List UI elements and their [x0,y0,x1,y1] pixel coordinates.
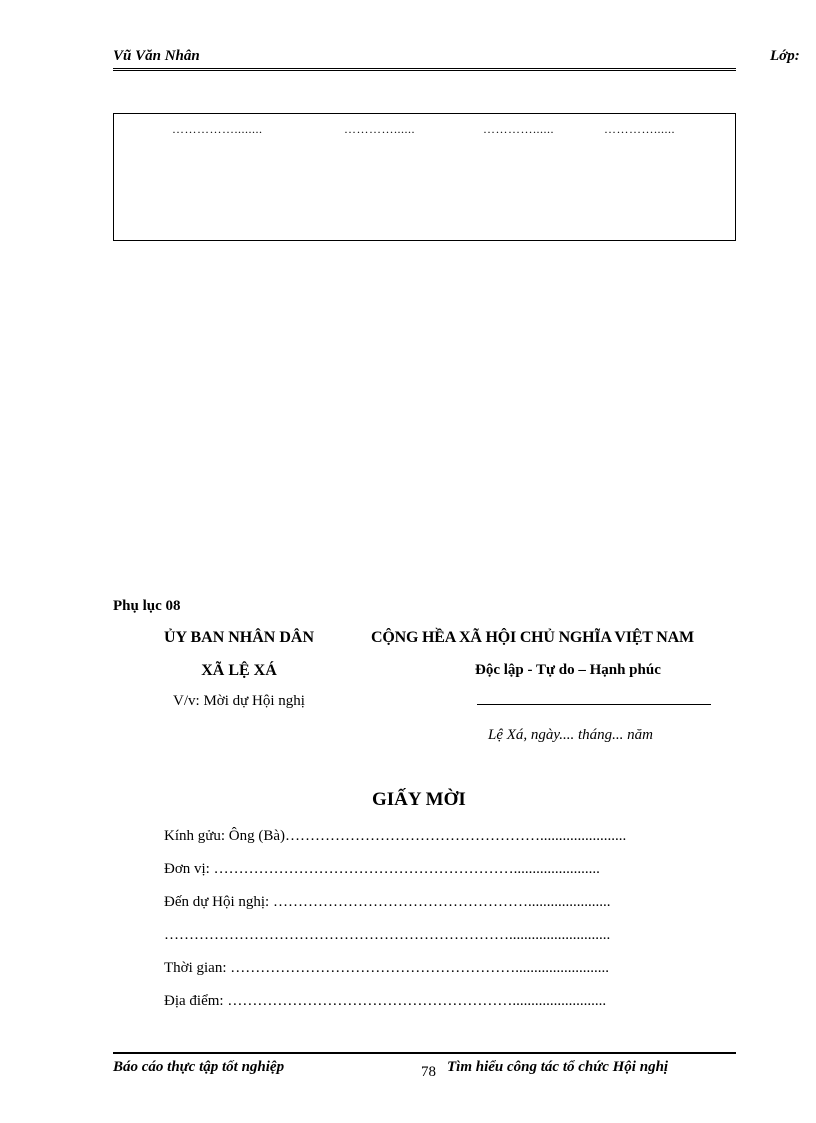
national-motto: Độc lập - Tự do – Hạnh phúc [475,662,661,678]
box-dots-2: …………...... [344,122,415,136]
org-name-line2: XÃ LỆ XÁ [201,662,277,679]
date-line: Lệ Xá, ngày.... tháng... năm [488,727,653,743]
document-title: GIẤY MỜI [372,789,466,810]
box-dots-3: …………...... [483,122,554,136]
national-title: CỘNG HỀA XÃ HỘI CHỦ NGHĨA VIỆT NAM [371,629,694,646]
field-continuation: ……………………………………………………………........................... [164,927,611,943]
footer-left: Báo cáo thực tập tốt nghiệp [113,1059,285,1075]
header-author: Vũ Văn Nhân [113,48,200,64]
box-dots-1: ……………........ [172,122,263,136]
field-conference: Đến dự Hội nghị: ……………………………………………...................... [164,894,611,910]
field-recipient: Kính gửu: Ông (Bà)……………………………………………....................... [164,828,627,844]
header-class-label: Lớp: [770,48,800,64]
header-rule-top [113,68,736,69]
footer-rule [113,1052,736,1054]
org-name-line1: ỦY BAN NHÂN DÂN [163,629,315,646]
header-rule-bottom [113,70,736,71]
box-dots-4: …………...... [604,122,675,136]
appendix-label: Phụ lục 08 [113,598,181,614]
field-location: Địa điểm: …………………………………………………......................... [164,993,607,1009]
subject-line: V/v: Mời dự Hội nghị [173,693,305,709]
motto-underline [477,704,711,705]
page-number: 78 [421,1064,436,1080]
field-time: Thời gian: …………………………………………………......................... [164,960,610,976]
footer-right: Tìm hiểu công tác tổ chức Hội nghị [447,1059,669,1075]
field-unit: Đơn vị: ……………………………………………………....................... [164,861,600,877]
